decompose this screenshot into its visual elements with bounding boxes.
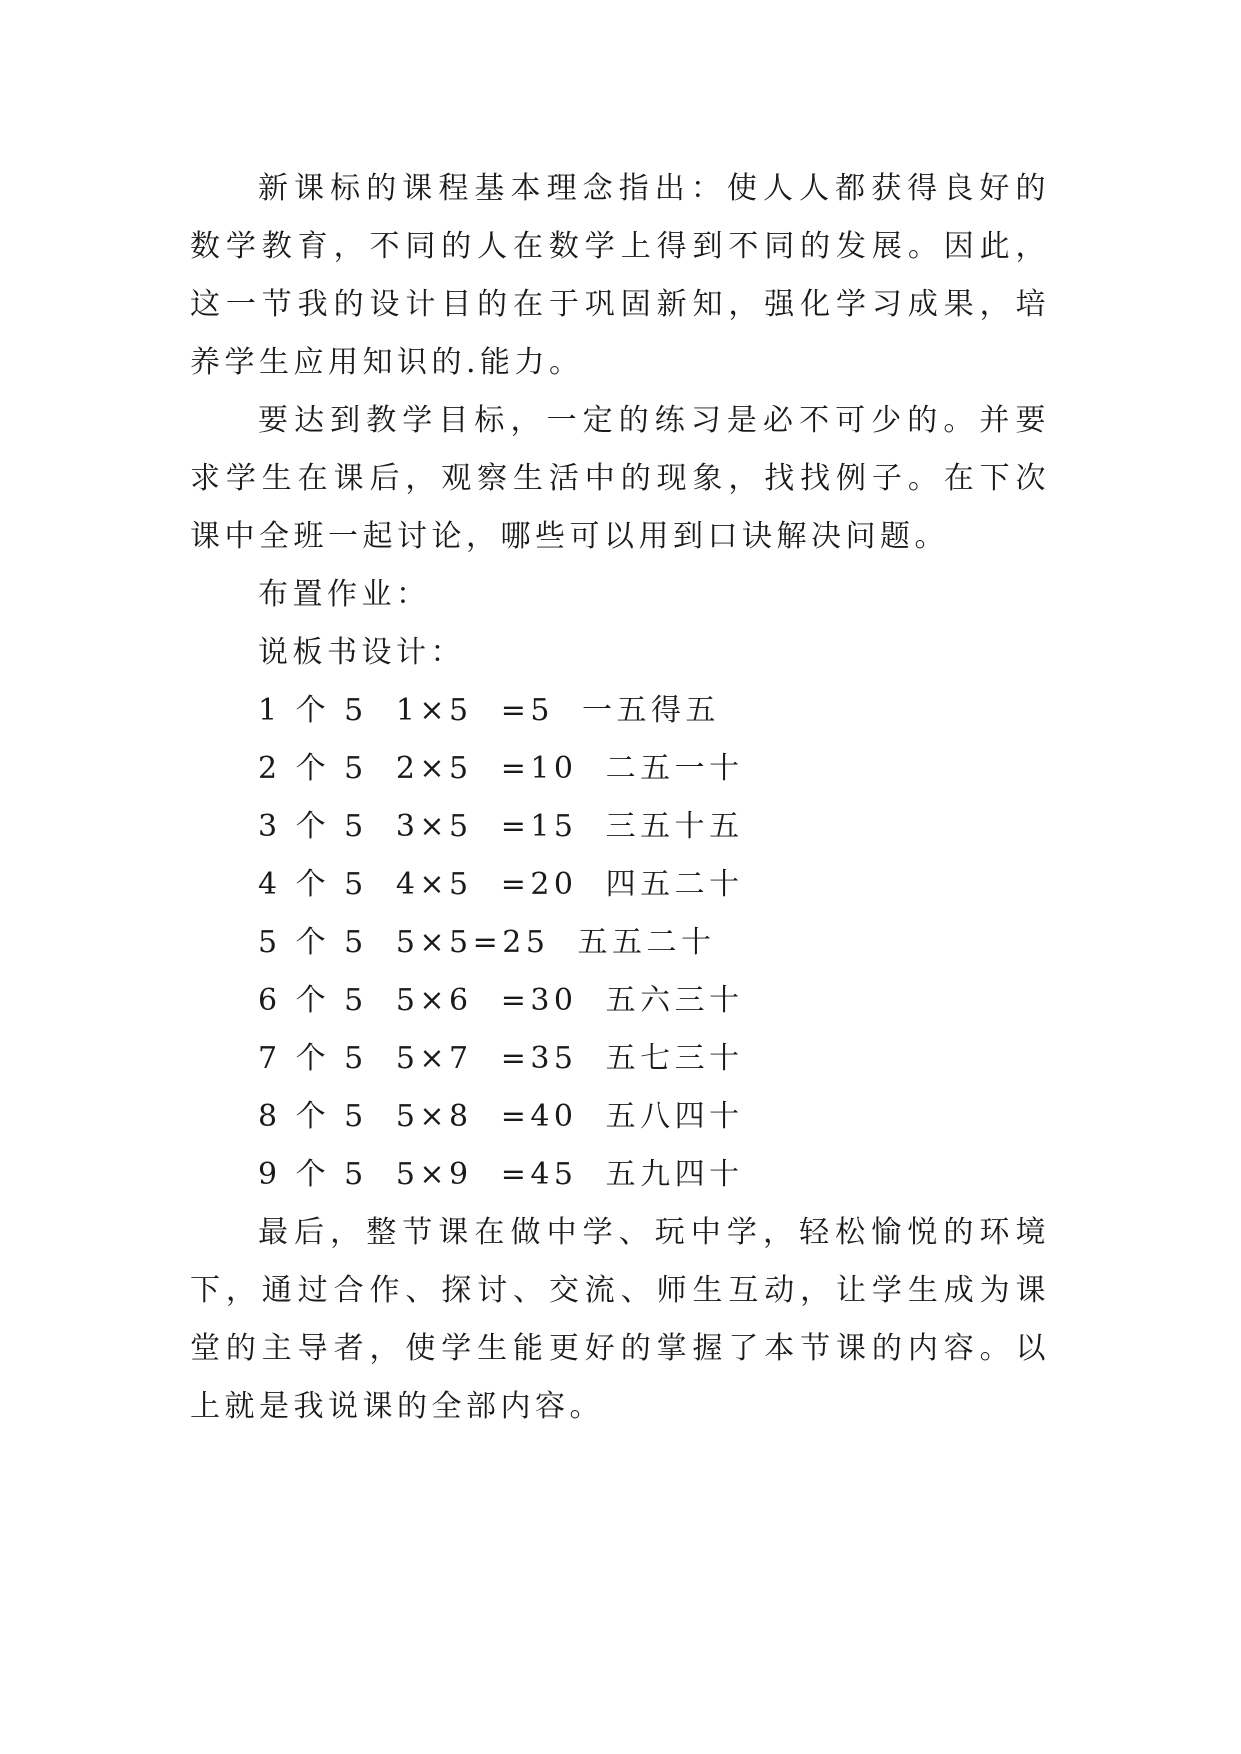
document-body (190, 160, 1050, 1436)
board-line: 5 个 5 5×5=25 五五二十 (258, 925, 716, 960)
board-line: 1 个 5 1×5 =5 一五得五 (258, 693, 720, 728)
board-design-list (190, 682, 1050, 1204)
homework-label: 布置作业： (258, 577, 431, 612)
board-line: 8 个 5 5×8 =40 五八四十 (258, 1099, 744, 1134)
paragraph-closing: 最后，整节课在做中学、玩中学，轻松愉悦的环境下，通过合作、探讨、交流、师生互动，让学生成为课堂的主导者，使学生能更好的掌握了本节课的内容。以上就是我说课的全部内容。 (190, 1215, 1050, 1424)
board-line: 9 个 5 5×9 =45 五九四十 (258, 1157, 744, 1192)
board-line: 2 个 5 2×5 =10 二五一十 (258, 751, 744, 786)
board-line: 6 个 5 5×6 =30 五六三十 (258, 983, 744, 1018)
board-design-label: 说板书设计： (258, 635, 465, 670)
board-line: 3 个 5 3×5 =15 三五十五 (258, 809, 744, 844)
board-line: 7 个 5 5×7 =35 五七三十 (258, 1041, 744, 1076)
paragraph-teaching-goal: 要达到教学目标，一定的练习是必不可少的。并要求学生在课后，观察生活中的现象，找找例子。在下次课中全班一起讨论，哪些可以用到口诀解决问题。 (190, 403, 1050, 554)
board-line: 4 个 5 4×5 =20 四五二十 (258, 867, 744, 902)
paragraph-curriculum-concept: 新课标的课程基本理念指出：使人人都获得良好的数学教育，不同的人在数学上得到不同的发展。因此，这一节我的设计目的在于巩固新知，强化学习成果，培养学生应用知识的.能力。 (190, 171, 1050, 380)
